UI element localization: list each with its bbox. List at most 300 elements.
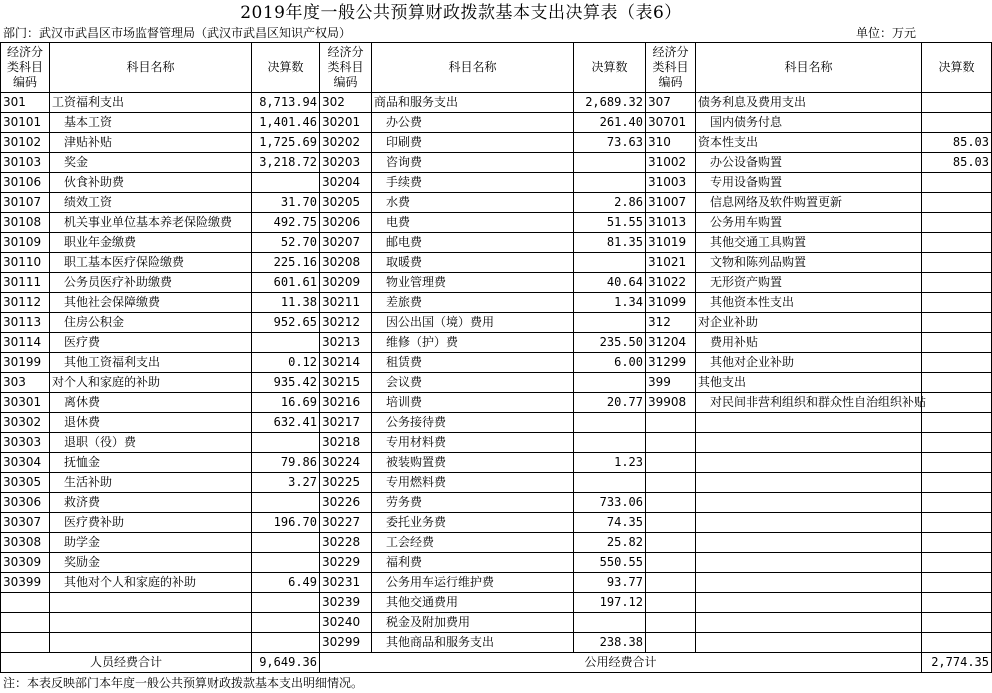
table-row xyxy=(1,593,992,613)
row-name: 费用补贴 xyxy=(696,333,922,353)
row-code: 30231 xyxy=(320,573,372,593)
row-name: 抚恤金 xyxy=(50,453,252,473)
table-row xyxy=(1,393,992,413)
row-amount xyxy=(922,213,992,233)
row-code xyxy=(646,493,696,513)
row-amount: 261.40 xyxy=(574,113,646,133)
row-name: 维修（护）费 xyxy=(372,333,574,353)
row-name: 差旅费 xyxy=(372,293,574,313)
row-code: 30218 xyxy=(320,433,372,453)
row-code: 31021 xyxy=(646,253,696,273)
row-code: 301 xyxy=(1,93,50,113)
row-name xyxy=(696,433,922,453)
table-row xyxy=(1,193,992,213)
row-code xyxy=(646,593,696,613)
row-name: 其他支出 xyxy=(696,373,922,393)
row-name: 医疗费 xyxy=(50,333,252,353)
table-row xyxy=(1,493,992,513)
row-name: 专用燃料费 xyxy=(372,473,574,493)
row-name: 公务用车运行维护费 xyxy=(372,573,574,593)
row-amount: 3,218.72 xyxy=(252,153,320,173)
row-name xyxy=(50,593,252,613)
row-code: 31019 xyxy=(646,233,696,253)
row-name xyxy=(696,493,922,513)
row-code xyxy=(646,613,696,633)
row-code: 30207 xyxy=(320,233,372,253)
row-amount xyxy=(922,313,992,333)
row-code: 30224 xyxy=(320,453,372,473)
row-amount xyxy=(574,253,646,273)
row-code: 30204 xyxy=(320,173,372,193)
row-code: 30701 xyxy=(646,113,696,133)
row-name: 专用设备购置 xyxy=(696,173,922,193)
row-code: 31013 xyxy=(646,213,696,233)
row-amount xyxy=(574,173,646,193)
table-row xyxy=(1,533,992,553)
row-code: 30211 xyxy=(320,293,372,313)
row-amount: 31.70 xyxy=(252,193,320,213)
row-code: 30203 xyxy=(320,153,372,173)
table-row xyxy=(1,233,992,253)
row-amount xyxy=(252,433,320,453)
table-row xyxy=(1,273,992,293)
row-name xyxy=(696,633,922,653)
row-code: 30299 xyxy=(320,633,372,653)
table-row xyxy=(1,433,992,453)
table-row xyxy=(1,133,992,153)
row-name: 其他社会保障缴费 xyxy=(50,293,252,313)
row-amount xyxy=(922,433,992,453)
row-code xyxy=(1,613,50,633)
row-amount xyxy=(922,513,992,533)
row-amount: 632.41 xyxy=(252,413,320,433)
row-code: 30209 xyxy=(320,273,372,293)
row-code: 31204 xyxy=(646,333,696,353)
row-name: 物业管理费 xyxy=(372,273,574,293)
row-name: 手续费 xyxy=(372,173,574,193)
row-amount xyxy=(574,613,646,633)
row-amount xyxy=(922,293,992,313)
row-code: 30217 xyxy=(320,413,372,433)
table-row xyxy=(1,373,992,393)
row-code: 30214 xyxy=(320,353,372,373)
row-code: 30306 xyxy=(1,493,50,513)
header-code: 经济分类科目编码 xyxy=(1,43,50,93)
header-amount: 决算数 xyxy=(252,43,320,93)
row-amount xyxy=(922,473,992,493)
row-code: 30102 xyxy=(1,133,50,153)
row-code: 31003 xyxy=(646,173,696,193)
row-name: 咨询费 xyxy=(372,153,574,173)
row-amount xyxy=(252,173,320,193)
row-code: 307 xyxy=(646,93,696,113)
row-name: 对企业补助 xyxy=(696,313,922,333)
expenditure-table xyxy=(0,42,992,673)
row-code: 30226 xyxy=(320,493,372,513)
row-amount: 952.65 xyxy=(252,313,320,333)
table-row xyxy=(1,573,992,593)
row-name xyxy=(696,413,922,433)
row-amount: 6.00 xyxy=(574,353,646,373)
row-amount xyxy=(922,333,992,353)
table-row xyxy=(1,93,992,113)
header-row xyxy=(1,43,992,93)
row-code: 30227 xyxy=(320,513,372,533)
row-amount xyxy=(922,533,992,553)
row-name: 职业年金缴费 xyxy=(50,233,252,253)
row-amount xyxy=(574,413,646,433)
row-name: 其他资本性支出 xyxy=(696,293,922,313)
row-code xyxy=(1,633,50,653)
header-code: 经济分类科目编码 xyxy=(320,43,372,93)
row-amount xyxy=(922,353,992,373)
row-code xyxy=(646,473,696,493)
row-code: 30399 xyxy=(1,573,50,593)
row-amount xyxy=(574,153,646,173)
row-name: 助学金 xyxy=(50,533,252,553)
row-amount xyxy=(252,633,320,653)
row-amount: 85.03 xyxy=(922,153,992,173)
row-name: 其他工资福利支出 xyxy=(50,353,252,373)
row-code: 30212 xyxy=(320,313,372,333)
row-amount: 225.16 xyxy=(252,253,320,273)
row-code: 30107 xyxy=(1,193,50,213)
row-name: 奖金 xyxy=(50,153,252,173)
row-name: 其他交通工具购置 xyxy=(696,233,922,253)
table-row xyxy=(1,473,992,493)
row-amount: 11.38 xyxy=(252,293,320,313)
row-amount: 2,689.32 xyxy=(574,93,646,113)
row-amount: 550.55 xyxy=(574,553,646,573)
row-name: 劳务费 xyxy=(372,493,574,513)
row-amount: 3.27 xyxy=(252,473,320,493)
row-name: 离休费 xyxy=(50,393,252,413)
row-amount xyxy=(922,173,992,193)
table-row xyxy=(1,213,992,233)
row-code: 30112 xyxy=(1,293,50,313)
row-code xyxy=(646,553,696,573)
unit-label: 单位：万元 xyxy=(855,26,916,40)
row-code: 302 xyxy=(320,93,372,113)
row-amount: 1,725.69 xyxy=(252,133,320,153)
row-name xyxy=(50,633,252,653)
row-code: 31022 xyxy=(646,273,696,293)
department-label: 部门：武汉市武昌区市场监督管理局（武汉市武昌区知识产权局） xyxy=(3,26,352,40)
row-code: 312 xyxy=(646,313,696,333)
row-amount xyxy=(252,533,320,553)
header-name: 科目名称 xyxy=(372,43,574,93)
row-name: 商品和服务支出 xyxy=(372,93,574,113)
row-amount: 51.55 xyxy=(574,213,646,233)
footnote: 注：本表反映部门本年度一般公共预算财政拨款基本支出明细情况。 xyxy=(3,676,364,690)
row-amount xyxy=(574,473,646,493)
table-row xyxy=(1,413,992,433)
row-name: 退职（役）费 xyxy=(50,433,252,453)
row-code: 30208 xyxy=(320,253,372,273)
row-code xyxy=(646,573,696,593)
row-code: 30228 xyxy=(320,533,372,553)
row-amount: 235.50 xyxy=(574,333,646,353)
row-code: 30304 xyxy=(1,453,50,473)
row-code: 30240 xyxy=(320,613,372,633)
row-code: 30201 xyxy=(320,113,372,133)
table-row xyxy=(1,253,992,273)
table-row xyxy=(1,153,992,173)
row-code: 30225 xyxy=(320,473,372,493)
row-amount xyxy=(922,593,992,613)
row-amount: 85.03 xyxy=(922,133,992,153)
row-code: 303 xyxy=(1,373,50,393)
row-name: 其他交通费用 xyxy=(372,593,574,613)
row-code: 30215 xyxy=(320,373,372,393)
row-name: 债务利息及费用支出 xyxy=(696,93,922,113)
row-code xyxy=(646,433,696,453)
row-amount: 238.38 xyxy=(574,633,646,653)
row-name: 委托业务费 xyxy=(372,513,574,533)
row-name: 住房公积金 xyxy=(50,313,252,333)
row-amount xyxy=(574,433,646,453)
row-name: 其他对个人和家庭的补助 xyxy=(50,573,252,593)
row-amount xyxy=(922,453,992,473)
row-amount xyxy=(922,113,992,133)
row-amount xyxy=(922,393,992,413)
row-code xyxy=(646,513,696,533)
row-name xyxy=(696,553,922,573)
row-code: 30109 xyxy=(1,233,50,253)
row-name xyxy=(696,573,922,593)
table-row xyxy=(1,353,992,373)
row-name: 伙食补助费 xyxy=(50,173,252,193)
table-row xyxy=(1,173,992,193)
header-name: 科目名称 xyxy=(50,43,252,93)
row-amount xyxy=(252,493,320,513)
row-name: 水费 xyxy=(372,193,574,213)
header-amount: 决算数 xyxy=(922,43,992,93)
row-code: 30202 xyxy=(320,133,372,153)
row-amount xyxy=(922,273,992,293)
row-amount xyxy=(922,253,992,273)
row-name: 租赁费 xyxy=(372,353,574,373)
header-amount: 决算数 xyxy=(574,43,646,93)
row-name: 国内债务付息 xyxy=(696,113,922,133)
table-row xyxy=(1,453,992,473)
row-name: 被装购置费 xyxy=(372,453,574,473)
row-code: 30111 xyxy=(1,273,50,293)
table-row xyxy=(1,513,992,533)
row-amount xyxy=(922,413,992,433)
row-name: 医疗费补助 xyxy=(50,513,252,533)
row-name: 无形资产购置 xyxy=(696,273,922,293)
row-name: 印刷费 xyxy=(372,133,574,153)
row-amount: 79.86 xyxy=(252,453,320,473)
row-code: 30309 xyxy=(1,553,50,573)
row-name: 救济费 xyxy=(50,493,252,513)
table-row xyxy=(1,313,992,333)
row-name xyxy=(696,533,922,553)
row-code: 31299 xyxy=(646,353,696,373)
table-row xyxy=(1,613,992,633)
row-amount: 52.70 xyxy=(252,233,320,253)
row-name: 培训费 xyxy=(372,393,574,413)
row-amount xyxy=(922,633,992,653)
row-name: 奖励金 xyxy=(50,553,252,573)
row-amount xyxy=(574,313,646,333)
personnel-total-amount: 9,649.36 xyxy=(252,653,320,673)
row-name: 专用材料费 xyxy=(372,433,574,453)
header-name: 科目名称 xyxy=(696,43,922,93)
row-name: 公务接待费 xyxy=(372,413,574,433)
row-code: 30307 xyxy=(1,513,50,533)
row-code: 30206 xyxy=(320,213,372,233)
row-name: 对民间非营利组织和群众性自治组织补贴 xyxy=(696,393,922,413)
row-name: 办公费 xyxy=(372,113,574,133)
row-code: 30303 xyxy=(1,433,50,453)
row-code: 310 xyxy=(646,133,696,153)
totals-row xyxy=(1,653,992,673)
row-amount xyxy=(252,553,320,573)
row-amount xyxy=(922,573,992,593)
row-code: 30305 xyxy=(1,473,50,493)
row-amount xyxy=(922,613,992,633)
row-amount: 81.35 xyxy=(574,233,646,253)
page-title: 2019年度一般公共预算财政拨款基本支出决算表（表6） xyxy=(240,3,682,23)
row-amount: 73.63 xyxy=(574,133,646,153)
row-code: 31099 xyxy=(646,293,696,313)
row-name xyxy=(50,613,252,633)
row-amount: 1.34 xyxy=(574,293,646,313)
public-total-label: 公用经费合计 xyxy=(320,653,922,673)
row-code: 30114 xyxy=(1,333,50,353)
row-code: 399 xyxy=(646,373,696,393)
row-amount: 8,713.94 xyxy=(252,93,320,113)
row-amount: 25.82 xyxy=(574,533,646,553)
row-name xyxy=(696,513,922,533)
row-amount: 492.75 xyxy=(252,213,320,233)
row-amount: 197.12 xyxy=(574,593,646,613)
row-name: 津贴补贴 xyxy=(50,133,252,153)
row-code xyxy=(1,593,50,613)
public-total-amount: 2,774.35 xyxy=(922,653,992,673)
row-amount xyxy=(922,493,992,513)
row-amount xyxy=(574,373,646,393)
row-name: 福利费 xyxy=(372,553,574,573)
row-code xyxy=(646,413,696,433)
row-amount xyxy=(252,613,320,633)
row-code: 30308 xyxy=(1,533,50,553)
row-name xyxy=(696,613,922,633)
row-amount: 1.23 xyxy=(574,453,646,473)
row-name: 公务用车购置 xyxy=(696,213,922,233)
row-name xyxy=(696,453,922,473)
row-amount: 40.64 xyxy=(574,273,646,293)
row-code: 30110 xyxy=(1,253,50,273)
table-row xyxy=(1,553,992,573)
row-amount: 601.61 xyxy=(252,273,320,293)
row-name: 因公出国（境）费用 xyxy=(372,313,574,333)
row-name: 邮电费 xyxy=(372,233,574,253)
row-amount xyxy=(922,373,992,393)
personnel-total-label: 人员经费合计 xyxy=(1,653,252,673)
row-amount xyxy=(252,593,320,613)
row-amount: 196.70 xyxy=(252,513,320,533)
row-name: 取暖费 xyxy=(372,253,574,273)
row-amount: 74.35 xyxy=(574,513,646,533)
row-name: 信息网络及软件购置更新 xyxy=(696,193,922,213)
row-name: 其他对企业补助 xyxy=(696,353,922,373)
row-amount: 2.86 xyxy=(574,193,646,213)
table-row xyxy=(1,633,992,653)
row-name: 电费 xyxy=(372,213,574,233)
row-code: 31002 xyxy=(646,153,696,173)
row-code: 30239 xyxy=(320,593,372,613)
row-code: 30205 xyxy=(320,193,372,213)
row-code: 30229 xyxy=(320,553,372,573)
row-name xyxy=(696,593,922,613)
row-amount xyxy=(922,193,992,213)
row-amount xyxy=(252,333,320,353)
row-code: 30108 xyxy=(1,213,50,233)
row-amount: 935.42 xyxy=(252,373,320,393)
row-name: 退休费 xyxy=(50,413,252,433)
row-amount: 6.49 xyxy=(252,573,320,593)
row-code: 30301 xyxy=(1,393,50,413)
row-name: 税金及附加费用 xyxy=(372,613,574,633)
row-name: 其他商品和服务支出 xyxy=(372,633,574,653)
row-name: 职工基本医疗保险缴费 xyxy=(50,253,252,273)
row-name: 工会经费 xyxy=(372,533,574,553)
row-code: 39908 xyxy=(646,393,696,413)
row-name: 文物和陈列品购置 xyxy=(696,253,922,273)
row-amount: 733.06 xyxy=(574,493,646,513)
row-amount: 16.69 xyxy=(252,393,320,413)
row-amount: 1,401.46 xyxy=(252,113,320,133)
row-amount xyxy=(922,553,992,573)
row-amount: 20.77 xyxy=(574,393,646,413)
row-name: 基本工资 xyxy=(50,113,252,133)
row-name: 对个人和家庭的补助 xyxy=(50,373,252,393)
row-name: 机关事业单位基本养老保险缴费 xyxy=(50,213,252,233)
row-code: 30213 xyxy=(320,333,372,353)
row-name: 资本性支出 xyxy=(696,133,922,153)
row-amount xyxy=(922,93,992,113)
row-amount: 93.77 xyxy=(574,573,646,593)
row-code: 30113 xyxy=(1,313,50,333)
row-name: 会议费 xyxy=(372,373,574,393)
header-code: 经济分类科目编码 xyxy=(646,43,696,93)
row-name: 办公设备购置 xyxy=(696,153,922,173)
row-name: 公务员医疗补助缴费 xyxy=(50,273,252,293)
row-code: 30106 xyxy=(1,173,50,193)
row-code xyxy=(646,453,696,473)
row-name: 工资福利支出 xyxy=(50,93,252,113)
row-code: 31007 xyxy=(646,193,696,213)
row-name: 绩效工资 xyxy=(50,193,252,213)
row-code xyxy=(646,533,696,553)
table-row xyxy=(1,293,992,313)
row-name xyxy=(696,473,922,493)
row-code: 30302 xyxy=(1,413,50,433)
row-code: 30216 xyxy=(320,393,372,413)
row-code: 30101 xyxy=(1,113,50,133)
row-code: 30103 xyxy=(1,153,50,173)
table-row xyxy=(1,113,992,133)
row-name: 生活补助 xyxy=(50,473,252,493)
row-amount xyxy=(922,233,992,253)
row-code: 30199 xyxy=(1,353,50,373)
table-row xyxy=(1,333,992,353)
row-code xyxy=(646,633,696,653)
row-amount: 0.12 xyxy=(252,353,320,373)
